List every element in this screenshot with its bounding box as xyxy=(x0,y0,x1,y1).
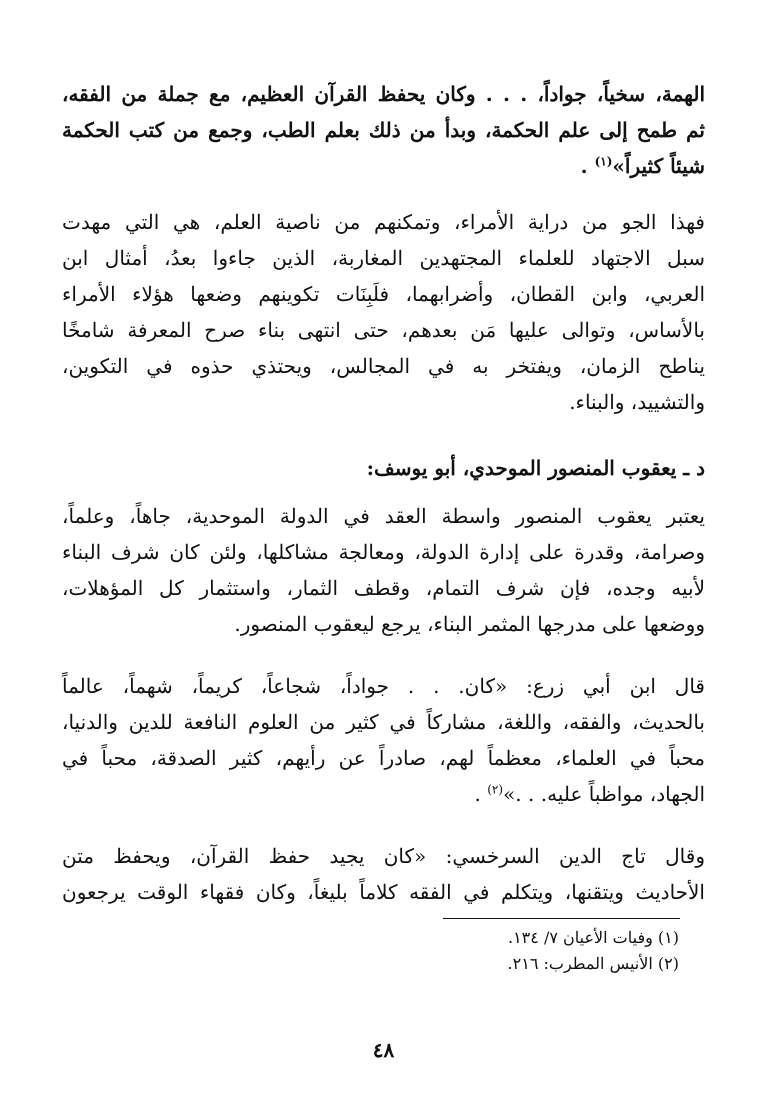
paragraph xyxy=(62,498,705,642)
footnote-marker: (٢) xyxy=(487,782,504,797)
period: . xyxy=(580,154,588,178)
text-line: وقال تاج الدين السرخسي: «كان يجيد حفظ القرآن، ويحفظ متن xyxy=(62,844,705,868)
text-line: والتشييد، والبناء. xyxy=(569,390,705,414)
quote-end-text: الجهاد، مواظباً عليه. . .» xyxy=(503,782,705,806)
text-line: لأبيه وجده، فإن شرف التمام، وقطف الثمار، واستثمار كل المؤهلات، xyxy=(62,576,705,600)
paragraph-quote xyxy=(62,668,705,812)
text-line: الأحاديث ويتقنها، ويتكلم في الفقه كلاماً بليغاً، وكان فقهاء الوقت يرجعون xyxy=(62,880,705,904)
text-line: فهذا الجو من دراية الأمراء، وتمكنهم من ناصية العلم، هي التي مهدت xyxy=(62,210,705,234)
text-line: يناطح الزمان، ويفتخر به في المجالس، ويحتذي حذوه في التكوين، xyxy=(62,354,705,378)
period: . xyxy=(474,782,481,806)
footnote-divider xyxy=(443,918,680,919)
quote-end-text: شيئاً كثيراً» xyxy=(612,154,705,178)
text-line xyxy=(62,776,705,812)
section-heading: د ـ يعقوب المنصور الموحدي، أبو يوسف: xyxy=(366,456,705,480)
paragraph xyxy=(62,838,705,910)
text-line xyxy=(62,148,705,184)
footnote-1: (١) وفيات الأعيان ٧/ ١٣٤. xyxy=(507,928,679,947)
footnote-2: (٢) الأنيس المطرب: ٢١٦. xyxy=(507,954,679,973)
text-line: يعتبر يعقوب المنصور واسطة العقد في الدولة الموحدية، جاهاً، وعلماً، xyxy=(62,504,705,528)
paragraph xyxy=(62,204,705,420)
footnote-marker: (١) xyxy=(594,154,613,169)
text-line: محباً في العلماء، معظماً لهم، صادراً عن رأيهم، كثير الصدقة، محباً في xyxy=(62,746,705,770)
text-line: الهمة، سخياً، جواداً، . . . وكان يحفظ القرآن العظيم، مع جملة من الفقه، xyxy=(62,82,705,106)
text-line: بالأساس، وتوالى عليها مَن بعدهم، حتى انتهى بناء صرح المعرفة شامخًا xyxy=(62,318,705,342)
text-line: بالحديث، والفقه، واللغة، مشاركاً في كثير من العلوم النافعة للدين والدنيا، xyxy=(62,710,705,734)
footnotes xyxy=(259,925,679,977)
text-line: ثم طمح إلى علم الحكمة، وبدأ من ذلك بعلم الطب، وجمع من كتب الحكمة xyxy=(62,118,705,142)
paragraph-continuation xyxy=(62,76,705,184)
text-line: العربي، وابن القطان، وأضرابهما، فلَبِنَات تكوينهم وضعها هؤلاء الأمراء xyxy=(62,282,705,306)
text-line: ووضعها على مدرجها المثمر البناء، يرجع ليعقوب المنصور. xyxy=(234,612,705,636)
page-number: ٤٨ xyxy=(372,1038,395,1062)
text-line: قال ابن أبي زرع: «كان. . . جواداً، شجاعاً، كريماً، شهماً، عالماً xyxy=(62,674,705,698)
text-line: وصرامة، وقدرة على إدارة الدولة، ومعالجة مشاكلها، ولئن كان شرف البناء xyxy=(62,540,705,564)
text-line: سبل الاجتهاد للعلماء المجتهدين المغاربة، الذين جاءوا بعدُ، أمثال ابن xyxy=(62,246,706,270)
